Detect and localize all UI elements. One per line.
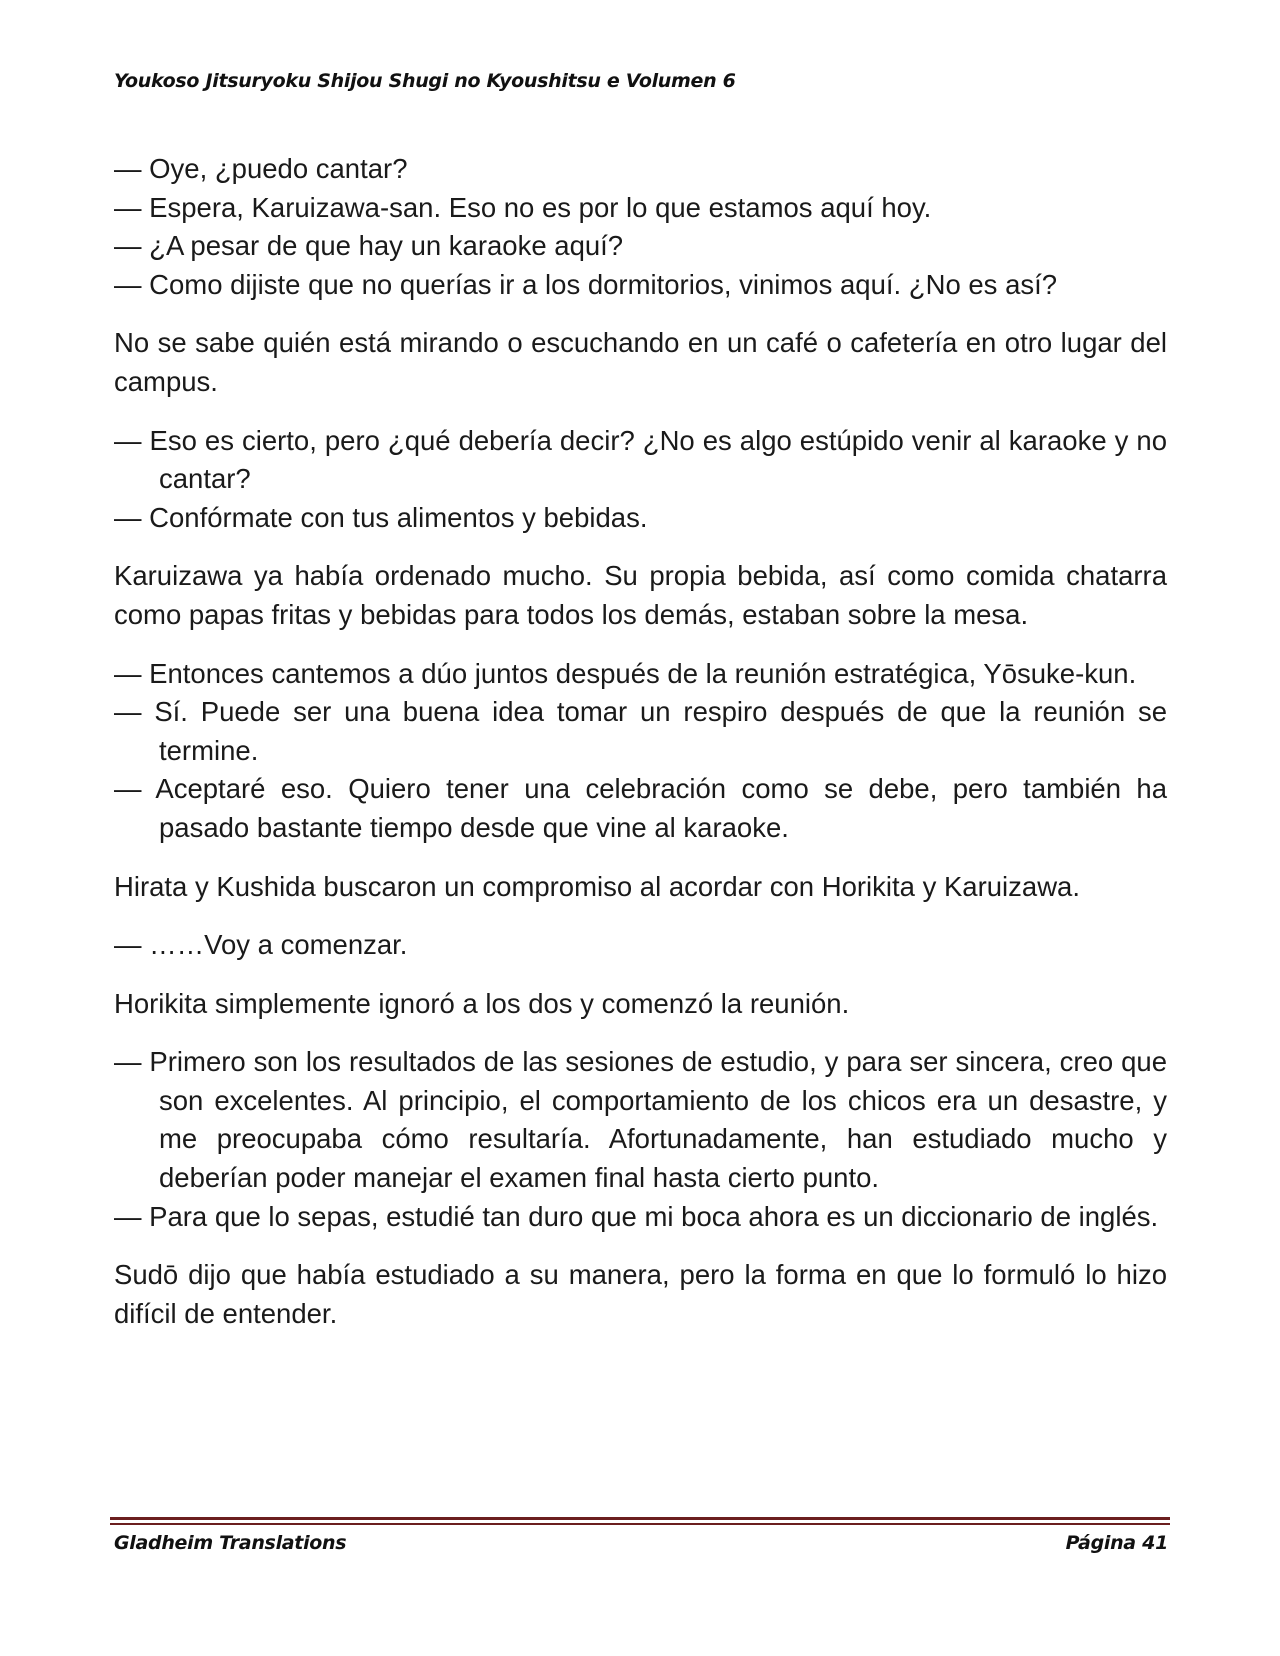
dialogue-block — [114, 655, 1167, 848]
narration-paragraph: No se sabe quién está mirando o escuchando en un café o cafetería en otro lugar del campus. — [114, 327, 1167, 397]
dialogue-line: — ¿A pesar de que hay un karaoke aquí? — [114, 230, 624, 262]
dialogue-line: — Entonces cantemos a dúo juntos después de la reunión estratégica, Yōsuke-kun. — [114, 657, 1137, 689]
dialogue-block — [114, 1043, 1167, 1236]
page-number: Página 41 — [1065, 1532, 1168, 1554]
dialogue-line: — Oye, ¿puedo cantar? — [114, 153, 408, 184]
dialogue-line: — Para que lo sepas, estudié tan duro que mi boca ahora es un diccionario de inglés. — [114, 1200, 1159, 1232]
dialogue-line: — Confórmate con tus alimentos y bebidas. — [114, 501, 648, 533]
narration-paragraph: Hirata y Kushida buscaron un compromiso al acordar con Horikita y Karuizawa. — [114, 870, 1080, 902]
document-body — [114, 150, 1167, 1333]
dialogue-line: — Eso es cierto, pero ¿qué debería decir? ¿No es algo estúpido venir al karaoke y no cantar? — [114, 424, 1167, 495]
dialogue-line: — Sí. Puede ser una buena idea tomar un respiro después de que la reunión se termine. — [114, 696, 1167, 766]
dialogue-line: — ……Voy a comenzar. — [114, 929, 408, 961]
dialogue-block — [114, 926, 1167, 965]
narration-paragraph: Horikita simplemente ignoró a los dos y comenzó la reunión. — [114, 987, 850, 1019]
footer-divider-thin — [110, 1523, 1170, 1525]
dialogue-line: — Primero son los resultados de las sesiones de estudio, y para ser sincera, creo que son excelentes. Al principio, el comportamiento de los chicos era un desastre, y me preocupaba cómo resultaría. Afortunadamente, han estudiado mucho y deberían poder manejar el examen final hasta cierto punto. — [114, 1046, 1167, 1194]
dialogue-block — [114, 422, 1167, 538]
dialogue-line: — Aceptaré eso. Quiero tener una celebración como se debe, pero también ha pasado bastante tiempo desde que vine al karaoke. — [114, 773, 1167, 843]
footer-divider — [110, 1517, 1170, 1520]
footer-translator: Gladheim Translations — [114, 1532, 347, 1554]
dialogue-line: — Como dijiste que no querías ir a los dormitorios, vinimos aquí. ¿No es así? — [114, 268, 1058, 300]
page-header: Youkoso Jitsuryoku Shijou Shugi no Kyoushitsu e Volumen 6 — [114, 70, 736, 92]
dialogue-line: — Espera, Karuizawa-san. Eso no es por lo que estamos aquí hoy. — [114, 191, 932, 223]
narration-paragraph: Karuizawa ya había ordenado mucho. Su propia bebida, así como comida chatarra como papas fritas y bebidas para todos los demás, estaban sobre la mesa. — [114, 560, 1167, 630]
narration-paragraph: Sudō dijo que había estudiado a su manera, pero la forma en que lo formuló lo hizo difícil de entender. — [114, 1259, 1167, 1329]
dialogue-block — [114, 150, 1167, 304]
